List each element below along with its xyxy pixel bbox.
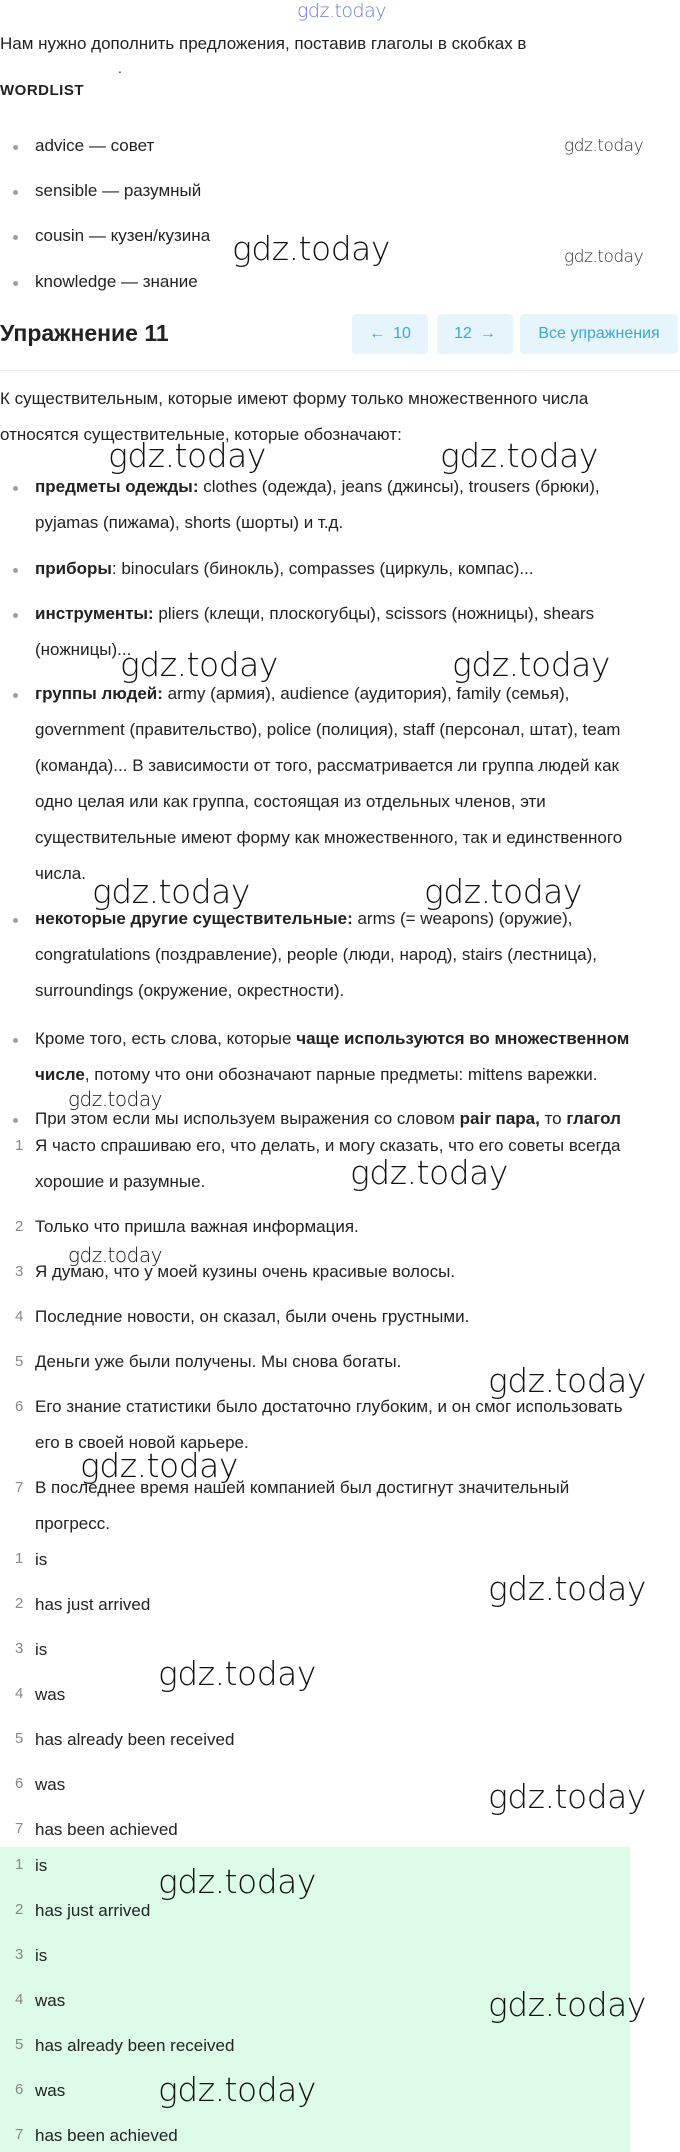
desc: pliers (клещи, плоскогубцы), scissors (ножницы), shears: [153, 604, 595, 623]
theory-intro: К существительным, которые имеют форму только множественного числа: [0, 389, 589, 408]
bullet-dot: [13, 693, 18, 698]
watermark: gdz.today: [68, 1087, 162, 1111]
watermark: gdz.today: [440, 436, 598, 475]
bullet-dot: [13, 1038, 18, 1043]
next-exercise-label: 12: [454, 325, 472, 342]
answer-number: 4: [15, 1685, 24, 1702]
term: глагол: [566, 1109, 621, 1128]
theory-line: существительные имеют форму как множественного, так и единственного: [35, 828, 623, 847]
sentence-number: 4: [15, 1308, 24, 1325]
watermark: gdz.today: [80, 1446, 238, 1485]
answer-number: 6: [15, 2081, 24, 2098]
wordlist-item: advice — совет: [35, 136, 155, 155]
answer-value: has been achieved: [35, 1820, 178, 1839]
theory-intro: относятся существительные, которые обозначают:: [0, 425, 402, 444]
answer-number: 5: [15, 1730, 24, 1747]
answer-number: 1: [15, 1550, 24, 1567]
sentence-text: Я думаю, что у моей кузины очень красивые волосы.: [35, 1262, 456, 1281]
watermark: gdz.today: [158, 1862, 316, 1901]
sentence-number: 2: [15, 1218, 24, 1235]
watermark-top: gdz.today: [297, 0, 386, 22]
arrow-right-icon: →: [479, 325, 496, 342]
theory-bullet-devices: [35, 551, 534, 587]
term: предметы одежды:: [35, 477, 199, 496]
watermark: gdz.today: [158, 1654, 316, 1693]
watermark: gdz.today: [488, 1361, 646, 1400]
arrow-left-icon: ←: [369, 325, 386, 342]
sentence-number: 3: [15, 1263, 24, 1280]
wordlist-item: sensible — разумный: [35, 181, 202, 200]
bullet-dot: [13, 568, 18, 573]
answer-value: is: [35, 1946, 48, 1965]
answer-value: was: [35, 1991, 66, 2010]
answer-number: 1: [15, 1856, 24, 1873]
theory-line: pyjamas (пижама), shorts (шорты) и т.д.: [35, 513, 344, 532]
theory-line: числа.: [35, 864, 86, 883]
answer-number: 3: [15, 1946, 24, 1963]
sentence-text: В последнее время нашей компанией был достигнут значительный: [35, 1478, 570, 1497]
intro-dot: .: [118, 60, 122, 76]
watermark: gdz.today: [120, 645, 278, 684]
sentence-text: хорошие и разумные.: [35, 1172, 206, 1191]
intro-text: Нам нужно дополнить предложения, поставив глаголы в скобках в: [0, 34, 527, 53]
watermark: gdz.today: [424, 872, 582, 911]
sentence-number: 5: [15, 1353, 24, 1370]
term: группы людей:: [35, 684, 163, 703]
theory-line: congratulations (поздравление), people (люди, народ), stairs (лестница),: [35, 945, 597, 964]
desc: Кроме того, есть слова, которые: [35, 1029, 297, 1048]
watermark: gdz.today: [564, 247, 644, 267]
sentence-text: Последние новости, он сказал, были очень грустными.: [35, 1307, 470, 1326]
answer-number: 2: [15, 1901, 24, 1918]
answer-number: 7: [15, 1820, 24, 1837]
theory-line: (ножницы)...: [35, 640, 132, 659]
wordlist-item: cousin — кузен/кузина: [35, 226, 211, 245]
all-exercises-label: Все упражнения: [538, 325, 660, 342]
term: числе: [35, 1065, 85, 1084]
theory-bullet-pairs: [35, 1021, 629, 1057]
sentence-number: 7: [15, 1479, 24, 1496]
answer-value: has just arrived: [35, 1901, 151, 1920]
sentence-text: Я часто спрашиваю его, что делать, и могу сказать, что его советы всегда: [35, 1136, 621, 1155]
sentence-number: 6: [15, 1398, 24, 1415]
bullet-dot: [13, 486, 18, 491]
term: некоторые другие существительные:: [35, 909, 353, 928]
answer-number: 2: [15, 1595, 24, 1612]
term: pair пара,: [459, 1109, 540, 1128]
answer-number: 4: [15, 1991, 24, 2008]
answer-value: has already been received: [35, 2036, 235, 2055]
term: чаще используются во множественном: [296, 1029, 630, 1048]
answer-value: is: [35, 1550, 48, 1569]
sentence-text: Только что пришла важная информация.: [35, 1217, 359, 1236]
wordlist-title: WORDLIST: [0, 82, 84, 99]
all-exercises-button[interactable]: [520, 314, 678, 354]
watermark: gdz.today: [488, 1777, 646, 1816]
desc: При этом если мы используем выражения со словом: [35, 1109, 460, 1128]
theory-line: (команда)... В зависимости от того, рассматривается ли группа людей как: [35, 756, 619, 775]
bullet-dot: [13, 145, 18, 150]
desc: army (армия), audience (аудитория), family (семья),: [162, 684, 570, 703]
desc: clothes (одежда), jeans (джинсы), trousers (брюки),: [198, 477, 600, 496]
wordlist-item: knowledge — знание: [35, 272, 198, 291]
answer-number: 6: [15, 1775, 24, 1792]
desc: arms (= weapons) (оружие),: [352, 909, 573, 928]
answer-value: is: [35, 1856, 48, 1875]
desc: то: [539, 1109, 567, 1128]
theory-line: surroundings (окружение, окрестности).: [35, 981, 345, 1000]
answer-value: has just arrived: [35, 1595, 151, 1614]
bullet-dot: [13, 281, 18, 286]
answer-value: has already been received: [35, 1730, 235, 1749]
watermark: gdz.today: [68, 1243, 162, 1267]
answer-value: has been achieved: [35, 2126, 178, 2145]
watermark: gdz.today: [158, 2070, 316, 2109]
answer-value: is: [35, 1640, 48, 1659]
term: инструменты:: [35, 604, 154, 623]
answer-number: 7: [15, 2126, 24, 2143]
watermark: gdz.today: [108, 436, 266, 475]
desc: : binoculars (бинокль), compasses (циркуль, компас)...: [111, 559, 534, 578]
bullet-dot: [13, 190, 18, 195]
theory-line: government (правительство), police (полиция), staff (персонал, штат), team: [35, 720, 621, 739]
sentence-number: 1: [15, 1137, 24, 1154]
sentence-text: прогресс.: [35, 1514, 110, 1533]
answer-value: was: [35, 2081, 66, 2100]
answer-value: was: [35, 1685, 66, 1704]
answer-value: was: [35, 1775, 66, 1794]
sentence-text: его в своей новой карьере.: [35, 1433, 249, 1452]
prev-exercise-button[interactable]: [352, 314, 428, 354]
theory-line: одно целая или как группа, состоящая из отдельных членов, эти: [35, 792, 546, 811]
answer-number: 5: [15, 2036, 24, 2053]
theory-bullet-tools: [35, 596, 594, 632]
exercise-title: Упражнение 11: [0, 320, 169, 346]
bullet-dot: [13, 235, 18, 240]
watermark: gdz.today: [350, 1153, 508, 1192]
term: приборы: [35, 559, 112, 578]
watermark: gdz.today: [92, 872, 250, 911]
watermark: gdz.today: [452, 645, 610, 684]
answer-number: 3: [15, 1640, 24, 1657]
bullet-dot: [13, 613, 18, 618]
watermark: gdz.today: [488, 1985, 646, 2024]
desc: , потому что они обозначают парные предметы: mittens варежки.: [84, 1065, 598, 1084]
divider: [0, 370, 680, 371]
sentence-text: Деньги уже были получены. Мы снова богаты.: [35, 1352, 402, 1371]
next-exercise-button[interactable]: [437, 314, 513, 354]
sentence-text: Его знание статистики было достаточно глубоким, и он смог использовать: [35, 1397, 623, 1416]
bullet-dot: [13, 1118, 18, 1123]
bullet-dot: [13, 918, 18, 923]
prev-exercise-label: 10: [393, 325, 411, 342]
watermark: gdz.today: [232, 229, 390, 268]
watermark: gdz.today: [488, 1569, 646, 1608]
watermark: gdz.today: [564, 136, 644, 156]
